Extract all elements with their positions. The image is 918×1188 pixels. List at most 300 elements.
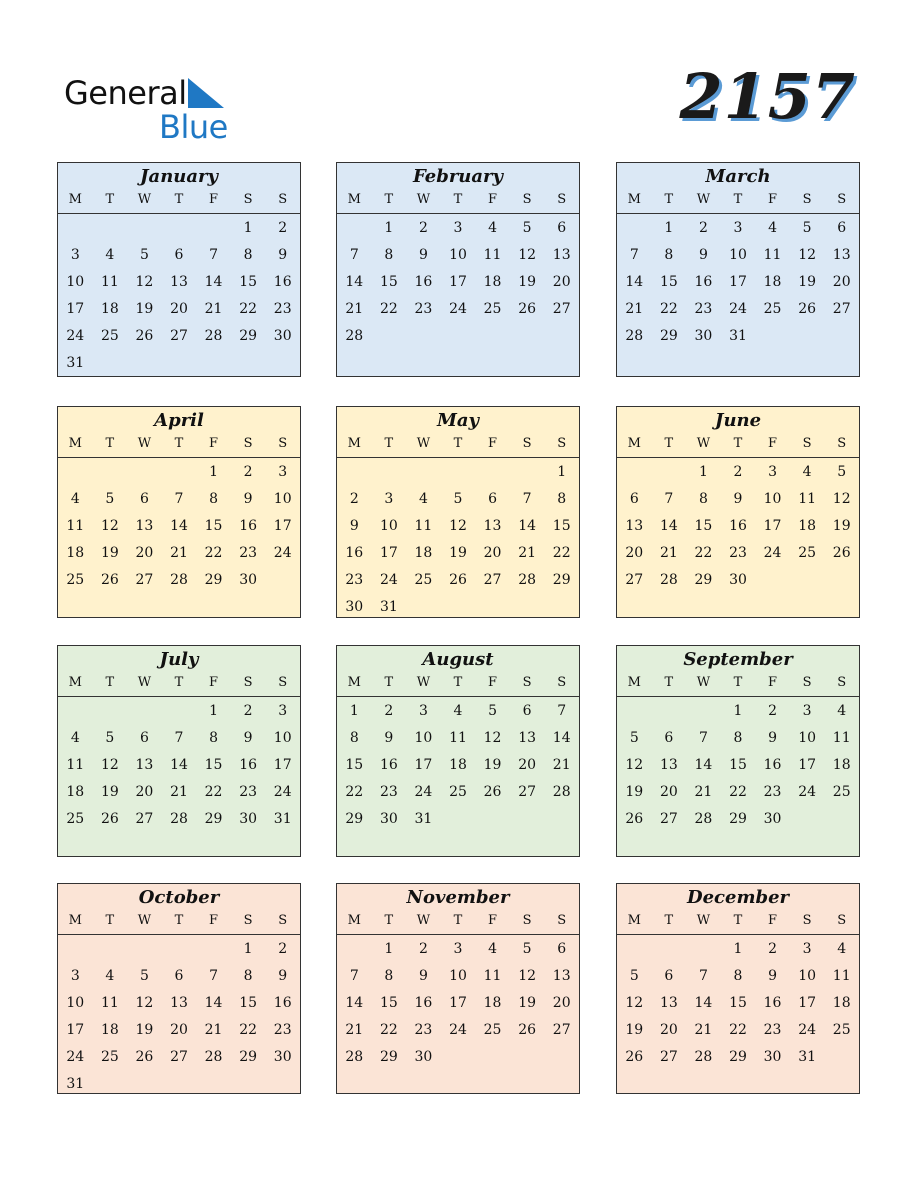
weekday-label: T — [384, 675, 394, 690]
day-cell: 29 — [239, 1049, 258, 1065]
day-cell: 19 — [798, 274, 817, 290]
day-cell: 30 — [273, 328, 292, 344]
day-cell: 15 — [204, 757, 223, 773]
day-cell: 21 — [552, 757, 571, 773]
weekday-label: T — [664, 436, 674, 451]
day-cell: 8 — [243, 247, 253, 263]
day-cell: 4 — [837, 703, 847, 719]
day-cell: 6 — [139, 730, 149, 746]
weekday-label: F — [488, 675, 498, 690]
weekday-label: S — [278, 913, 288, 928]
day-cell: 14 — [552, 730, 571, 746]
day-cell: 28 — [345, 328, 364, 344]
weekday-label: W — [416, 913, 431, 928]
day-cell: 10 — [273, 730, 292, 746]
day-cell: 19 — [483, 757, 502, 773]
day-cell: 11 — [763, 247, 782, 263]
month-title: August — [422, 649, 494, 670]
brand-logo — [64, 74, 234, 144]
month-title: December — [686, 887, 790, 908]
day-grid — [617, 697, 859, 833]
day-cell: 2 — [768, 941, 778, 957]
month-july — [57, 645, 301, 857]
weekday-label: S — [522, 675, 532, 690]
day-empty — [372, 459, 407, 486]
day-cell: 21 — [694, 784, 713, 800]
day-cell: 20 — [659, 784, 678, 800]
day-empty — [617, 698, 652, 725]
day-cell: 11 — [832, 968, 851, 984]
day-cell: 1 — [209, 464, 219, 480]
day-cell: 25 — [449, 784, 467, 800]
day-cell: 5 — [629, 730, 639, 746]
day-cell: 25 — [414, 572, 433, 588]
day-cell: 3 — [768, 464, 778, 480]
day-cell: 15 — [659, 274, 678, 290]
day-cell: 13 — [625, 518, 644, 534]
day-cell: 8 — [209, 730, 219, 746]
day-cell: 22 — [204, 545, 223, 561]
day-cell: 16 — [414, 274, 433, 290]
day-cell: 7 — [174, 730, 184, 746]
day-cell: 22 — [345, 784, 364, 800]
day-cell: 2 — [349, 491, 359, 507]
day-cell: 17 — [379, 545, 398, 561]
day-empty — [652, 936, 687, 963]
day-cell: 26 — [518, 301, 537, 317]
day-cell: 3 — [733, 220, 743, 236]
day-cell: 9 — [384, 730, 394, 746]
weekday-label: S — [243, 192, 253, 207]
day-cell: 15 — [204, 518, 223, 534]
day-empty — [93, 215, 128, 242]
month-april — [57, 406, 301, 618]
weekday-label: S — [557, 913, 567, 928]
day-cell: 6 — [488, 491, 498, 507]
weekday-header — [58, 909, 300, 935]
day-cell: 28 — [552, 784, 571, 800]
day-cell: 14 — [204, 995, 223, 1011]
day-grid — [617, 935, 859, 1071]
day-cell: 28 — [204, 1049, 223, 1065]
day-cell: 2 — [768, 703, 778, 719]
day-cell: 5 — [453, 491, 463, 507]
day-cell: 19 — [625, 1022, 644, 1038]
day-cell: 29 — [729, 811, 747, 827]
day-empty — [337, 936, 372, 963]
day-cell: 23 — [694, 301, 713, 317]
day-cell: 3 — [70, 247, 80, 263]
day-cell: 11 — [483, 247, 502, 263]
day-cell: 22 — [694, 545, 713, 561]
logo-triangle-icon — [188, 78, 224, 108]
day-empty — [196, 215, 231, 242]
day-cell: 20 — [518, 757, 537, 773]
day-cell: 26 — [625, 1049, 644, 1065]
day-cell: 14 — [659, 518, 678, 534]
day-cell: 30 — [239, 572, 258, 588]
day-cell: 27 — [552, 301, 571, 317]
day-cell: 6 — [629, 491, 639, 507]
weekday-label: S — [802, 913, 812, 928]
day-cell: 2 — [418, 220, 428, 236]
month-title: February — [412, 166, 503, 187]
day-cell: 15 — [729, 757, 747, 773]
day-cell: 19 — [518, 274, 537, 290]
day-cell: 5 — [488, 703, 498, 719]
day-grid — [58, 458, 300, 594]
day-cell: 6 — [557, 220, 567, 236]
weekday-header — [337, 909, 579, 935]
weekday-label: T — [664, 913, 674, 928]
weekday-label: S — [243, 436, 253, 451]
day-cell: 13 — [170, 995, 188, 1011]
day-cell: 22 — [379, 1022, 398, 1038]
day-cell: 19 — [135, 301, 154, 317]
day-cell: 24 — [449, 301, 467, 317]
day-cell: 6 — [664, 968, 674, 984]
day-cell: 29 — [659, 328, 678, 344]
day-cell: 3 — [453, 941, 463, 957]
day-cell: 23 — [273, 1022, 292, 1038]
day-cell: 10 — [66, 274, 85, 290]
day-cell: 8 — [733, 968, 743, 984]
day-grid — [337, 458, 579, 621]
weekday-label: M — [68, 675, 82, 690]
day-cell: 2 — [243, 703, 253, 719]
day-cell: 2 — [278, 941, 288, 957]
weekday-label: T — [384, 436, 394, 451]
day-empty — [162, 936, 197, 963]
day-cell: 10 — [66, 995, 85, 1011]
day-cell: 11 — [414, 518, 433, 534]
year-title: 2157 — [679, 60, 856, 133]
day-empty — [93, 698, 128, 725]
weekday-label: S — [802, 436, 812, 451]
day-cell: 11 — [66, 757, 85, 773]
day-cell: 19 — [449, 545, 467, 561]
weekday-label: T — [105, 192, 115, 207]
weekday-label: T — [733, 675, 743, 690]
day-cell: 23 — [763, 1022, 782, 1038]
day-cell: 2 — [418, 941, 428, 957]
day-cell: 1 — [209, 703, 219, 719]
day-cell: 21 — [204, 1022, 223, 1038]
day-cell: 4 — [837, 941, 847, 957]
day-cell: 14 — [694, 995, 713, 1011]
weekday-label: S — [837, 192, 847, 207]
month-title: April — [154, 410, 204, 431]
weekday-label: W — [696, 436, 711, 451]
day-cell: 16 — [345, 545, 364, 561]
day-cell: 3 — [278, 703, 288, 719]
day-empty — [196, 936, 231, 963]
day-cell: 14 — [694, 757, 713, 773]
weekday-label: S — [243, 913, 253, 928]
day-cell: 21 — [659, 545, 678, 561]
day-cell: 27 — [518, 784, 537, 800]
brand-blue-text: Blue — [159, 108, 228, 146]
weekday-label: S — [522, 436, 532, 451]
day-cell: 8 — [384, 247, 394, 263]
day-empty — [58, 936, 93, 963]
day-cell: 29 — [552, 572, 571, 588]
day-cell: 25 — [66, 811, 85, 827]
day-cell: 29 — [239, 328, 258, 344]
day-cell: 5 — [139, 247, 149, 263]
day-cell: 19 — [625, 784, 644, 800]
weekday-label: S — [522, 192, 532, 207]
day-cell: 7 — [629, 247, 639, 263]
weekday-label: F — [768, 436, 778, 451]
day-cell: 31 — [66, 1076, 85, 1092]
day-cell: 12 — [135, 995, 154, 1011]
day-cell: 9 — [349, 518, 359, 534]
day-cell: 2 — [243, 464, 253, 480]
day-cell: 6 — [522, 703, 532, 719]
day-cell: 16 — [414, 995, 433, 1011]
month-november — [336, 883, 580, 1094]
day-cell: 12 — [100, 518, 119, 534]
day-cell: 26 — [798, 301, 817, 317]
day-cell: 9 — [733, 491, 743, 507]
weekday-label: W — [137, 675, 152, 690]
day-cell: 24 — [379, 572, 398, 588]
day-cell: 31 — [798, 1049, 817, 1065]
day-cell: 12 — [798, 247, 817, 263]
day-cell: 31 — [66, 355, 85, 371]
day-cell: 7 — [174, 491, 184, 507]
day-cell: 18 — [100, 1022, 119, 1038]
day-cell: 31 — [273, 811, 292, 827]
weekday-label: T — [453, 913, 463, 928]
day-cell: 24 — [449, 1022, 467, 1038]
day-cell: 25 — [483, 301, 502, 317]
day-cell: 5 — [522, 941, 532, 957]
day-cell: 26 — [832, 545, 851, 561]
weekday-header — [58, 671, 300, 697]
day-cell: 13 — [552, 247, 571, 263]
day-cell: 8 — [733, 730, 743, 746]
day-cell: 22 — [552, 545, 571, 561]
weekday-label: T — [384, 913, 394, 928]
day-cell: 12 — [518, 968, 537, 984]
day-cell: 29 — [694, 572, 713, 588]
weekday-label: F — [209, 913, 219, 928]
day-grid — [617, 214, 859, 350]
day-cell: 7 — [557, 703, 567, 719]
day-cell: 24 — [66, 328, 85, 344]
day-cell: 1 — [698, 464, 708, 480]
weekday-label: F — [488, 436, 498, 451]
month-title: January — [140, 166, 218, 187]
day-cell: 15 — [379, 995, 398, 1011]
day-cell: 17 — [763, 518, 782, 534]
day-cell: 15 — [552, 518, 571, 534]
day-empty — [652, 698, 687, 725]
month-june — [616, 406, 860, 618]
day-cell: 15 — [239, 995, 258, 1011]
day-cell: 17 — [798, 757, 817, 773]
day-grid — [58, 697, 300, 833]
day-cell: 14 — [518, 518, 537, 534]
weekday-label: W — [137, 913, 152, 928]
day-cell: 18 — [832, 995, 851, 1011]
day-cell: 14 — [170, 518, 188, 534]
day-cell: 25 — [832, 1022, 851, 1038]
day-cell: 23 — [729, 545, 747, 561]
day-cell: 26 — [518, 1022, 537, 1038]
day-cell: 28 — [694, 1049, 713, 1065]
day-cell: 3 — [384, 491, 394, 507]
day-cell: 25 — [66, 572, 85, 588]
day-cell: 5 — [522, 220, 532, 236]
day-cell: 8 — [698, 491, 708, 507]
weekday-label: S — [837, 675, 847, 690]
day-cell: 22 — [239, 301, 258, 317]
day-cell: 22 — [379, 301, 398, 317]
day-cell: 2 — [698, 220, 708, 236]
month-title: July — [159, 649, 199, 670]
weekday-label: W — [416, 192, 431, 207]
day-cell: 28 — [518, 572, 537, 588]
weekday-label: S — [802, 192, 812, 207]
weekday-label: M — [347, 913, 361, 928]
day-cell: 5 — [139, 968, 149, 984]
day-cell: 21 — [170, 545, 188, 561]
day-cell: 19 — [100, 545, 119, 561]
day-cell: 12 — [625, 995, 644, 1011]
day-cell: 19 — [832, 518, 851, 534]
day-cell: 25 — [100, 1049, 119, 1065]
day-cell: 7 — [349, 968, 359, 984]
day-cell: 14 — [625, 274, 644, 290]
day-cell: 13 — [135, 518, 154, 534]
day-cell: 30 — [694, 328, 713, 344]
day-cell: 28 — [625, 328, 644, 344]
day-cell: 12 — [483, 730, 502, 746]
day-cell: 1 — [243, 220, 253, 236]
day-cell: 6 — [664, 730, 674, 746]
day-cell: 10 — [273, 491, 292, 507]
weekday-header — [58, 188, 300, 214]
day-cell: 26 — [135, 1049, 154, 1065]
day-cell: 21 — [625, 301, 644, 317]
weekday-label: S — [522, 913, 532, 928]
day-cell: 17 — [273, 518, 292, 534]
day-cell: 5 — [837, 464, 847, 480]
day-cell: 15 — [379, 274, 398, 290]
day-cell: 25 — [763, 301, 782, 317]
day-cell: 20 — [483, 545, 502, 561]
month-title: June — [714, 410, 762, 431]
day-cell: 24 — [798, 1022, 817, 1038]
day-empty — [617, 459, 652, 486]
weekday-label: F — [488, 913, 498, 928]
weekday-label: W — [137, 436, 152, 451]
day-cell: 4 — [453, 703, 463, 719]
weekday-header — [337, 188, 579, 214]
weekday-label: M — [68, 192, 82, 207]
day-cell: 6 — [837, 220, 847, 236]
day-cell: 7 — [664, 491, 674, 507]
day-cell: 8 — [557, 491, 567, 507]
day-cell: 29 — [204, 811, 223, 827]
day-empty — [337, 215, 372, 242]
weekday-label: S — [802, 675, 812, 690]
day-cell: 16 — [239, 757, 258, 773]
weekday-header — [337, 432, 579, 458]
day-cell: 10 — [798, 968, 817, 984]
day-cell: 25 — [483, 1022, 502, 1038]
day-cell: 9 — [698, 247, 708, 263]
day-empty — [127, 215, 162, 242]
day-cell: 9 — [768, 730, 778, 746]
day-cell: 15 — [345, 757, 364, 773]
day-cell: 12 — [135, 274, 154, 290]
day-cell: 23 — [345, 572, 364, 588]
day-empty — [162, 459, 197, 486]
day-cell: 3 — [70, 968, 80, 984]
day-cell: 2 — [278, 220, 288, 236]
day-cell: 15 — [694, 518, 713, 534]
day-cell: 28 — [345, 1049, 364, 1065]
day-empty — [58, 215, 93, 242]
weekday-label: T — [105, 913, 115, 928]
weekday-label: S — [557, 192, 567, 207]
day-cell: 9 — [243, 730, 253, 746]
weekday-label: M — [627, 192, 641, 207]
weekday-label: M — [68, 436, 82, 451]
day-cell: 24 — [798, 784, 817, 800]
weekday-label: T — [733, 436, 743, 451]
day-cell: 21 — [170, 784, 188, 800]
day-cell: 28 — [170, 811, 188, 827]
day-cell: 21 — [204, 301, 223, 317]
day-cell: 13 — [832, 247, 851, 263]
day-cell: 23 — [379, 784, 398, 800]
weekday-label: T — [174, 436, 184, 451]
day-cell: 5 — [105, 491, 115, 507]
day-cell: 18 — [798, 518, 817, 534]
day-cell: 26 — [135, 328, 154, 344]
day-cell: 28 — [204, 328, 223, 344]
weekday-label: W — [696, 913, 711, 928]
month-title: March — [705, 166, 771, 187]
day-cell: 10 — [379, 518, 398, 534]
day-cell: 1 — [384, 941, 394, 957]
day-cell: 4 — [70, 730, 80, 746]
day-cell: 21 — [345, 1022, 364, 1038]
day-cell: 26 — [483, 784, 502, 800]
day-cell: 24 — [414, 784, 433, 800]
day-cell: 30 — [273, 1049, 292, 1065]
day-cell: 25 — [100, 328, 119, 344]
weekday-label: S — [837, 913, 847, 928]
day-cell: 6 — [557, 941, 567, 957]
day-cell: 21 — [518, 545, 537, 561]
day-grid — [617, 458, 859, 594]
day-cell: 22 — [729, 784, 747, 800]
day-cell: 11 — [100, 274, 119, 290]
day-cell: 9 — [418, 968, 428, 984]
day-cell: 9 — [418, 247, 428, 263]
day-cell: 18 — [763, 274, 782, 290]
day-cell: 22 — [204, 784, 223, 800]
day-cell: 3 — [802, 703, 812, 719]
day-cell: 27 — [625, 572, 644, 588]
day-grid — [58, 935, 300, 1098]
